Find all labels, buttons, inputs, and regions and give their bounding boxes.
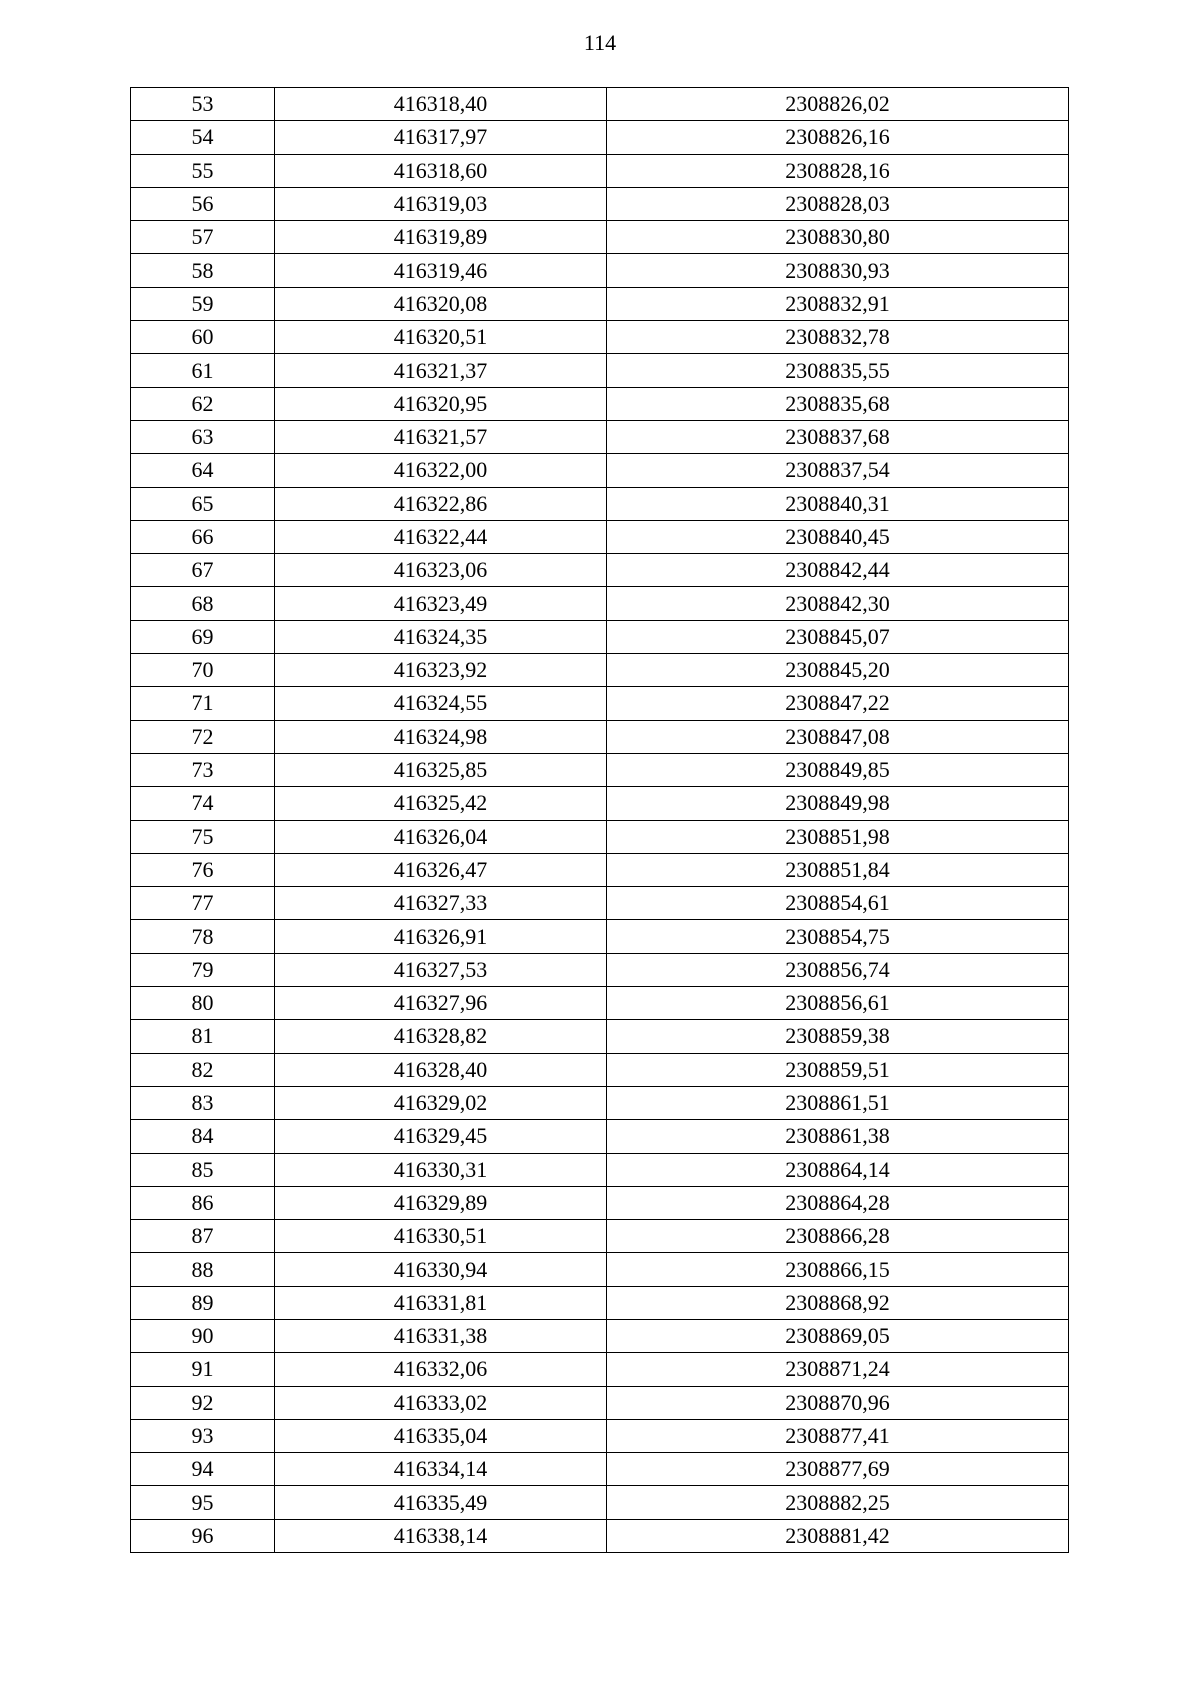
x-coordinate-cell: 416330,94	[275, 1253, 607, 1286]
table-row	[131, 620, 1069, 653]
point-number-cell: 72	[131, 720, 275, 753]
x-coordinate-cell: 416323,06	[275, 554, 607, 587]
point-number-cell: 54	[131, 121, 275, 154]
x-coordinate-cell: 416335,04	[275, 1419, 607, 1452]
x-coordinate-cell: 416319,46	[275, 254, 607, 287]
point-number-cell: 73	[131, 753, 275, 786]
point-number-cell: 94	[131, 1453, 275, 1486]
point-number-cell: 79	[131, 953, 275, 986]
point-number-cell: 83	[131, 1086, 275, 1119]
point-number-cell: 84	[131, 1120, 275, 1153]
table-row	[131, 520, 1069, 553]
table-row	[131, 1486, 1069, 1519]
y-coordinate-cell: 2308828,16	[607, 154, 1069, 187]
table-row	[131, 787, 1069, 820]
x-coordinate-cell: 416327,33	[275, 887, 607, 920]
table-row	[131, 254, 1069, 287]
point-number-cell: 78	[131, 920, 275, 953]
x-coordinate-cell: 416321,57	[275, 420, 607, 453]
y-coordinate-cell: 2308826,16	[607, 121, 1069, 154]
point-number-cell: 58	[131, 254, 275, 287]
y-coordinate-cell: 2308845,07	[607, 620, 1069, 653]
x-coordinate-cell: 416318,60	[275, 154, 607, 187]
y-coordinate-cell: 2308828,03	[607, 187, 1069, 220]
point-number-cell: 70	[131, 654, 275, 687]
table-row	[131, 654, 1069, 687]
y-coordinate-cell: 2308849,98	[607, 787, 1069, 820]
point-number-cell: 88	[131, 1253, 275, 1286]
table-row	[131, 88, 1069, 121]
y-coordinate-cell: 2308859,38	[607, 1020, 1069, 1053]
y-coordinate-cell: 2308854,75	[607, 920, 1069, 953]
table-row	[131, 154, 1069, 187]
y-coordinate-cell: 2308866,28	[607, 1220, 1069, 1253]
table-row	[131, 1253, 1069, 1286]
y-coordinate-cell: 2308871,24	[607, 1353, 1069, 1386]
table-row	[131, 287, 1069, 320]
point-number-cell: 60	[131, 321, 275, 354]
y-coordinate-cell: 2308832,78	[607, 321, 1069, 354]
y-coordinate-cell: 2308877,41	[607, 1419, 1069, 1452]
table-row	[131, 1186, 1069, 1219]
y-coordinate-cell: 2308847,08	[607, 720, 1069, 753]
point-number-cell: 67	[131, 554, 275, 587]
x-coordinate-cell: 416326,91	[275, 920, 607, 953]
point-number-cell: 82	[131, 1053, 275, 1086]
y-coordinate-cell: 2308826,02	[607, 88, 1069, 121]
point-number-cell: 87	[131, 1220, 275, 1253]
y-coordinate-cell: 2308881,42	[607, 1519, 1069, 1552]
table-row	[131, 920, 1069, 953]
table-row	[131, 187, 1069, 220]
x-coordinate-cell: 416325,42	[275, 787, 607, 820]
point-number-cell: 91	[131, 1353, 275, 1386]
coordinates-table-body	[131, 88, 1069, 1553]
coordinates-table	[130, 87, 1069, 1553]
y-coordinate-cell: 2308835,55	[607, 354, 1069, 387]
x-coordinate-cell: 416322,86	[275, 487, 607, 520]
x-coordinate-cell: 416331,38	[275, 1319, 607, 1352]
point-number-cell: 92	[131, 1386, 275, 1419]
table-row	[131, 387, 1069, 420]
y-coordinate-cell: 2308856,61	[607, 987, 1069, 1020]
table-row	[131, 321, 1069, 354]
point-number-cell: 81	[131, 1020, 275, 1053]
table-row	[131, 1319, 1069, 1352]
x-coordinate-cell: 416326,47	[275, 853, 607, 886]
x-coordinate-cell: 416323,92	[275, 654, 607, 687]
table-row	[131, 687, 1069, 720]
y-coordinate-cell: 2308864,28	[607, 1186, 1069, 1219]
table-row	[131, 1120, 1069, 1153]
x-coordinate-cell: 416320,51	[275, 321, 607, 354]
point-number-cell: 61	[131, 354, 275, 387]
table-row	[131, 554, 1069, 587]
x-coordinate-cell: 416330,51	[275, 1220, 607, 1253]
y-coordinate-cell: 2308882,25	[607, 1486, 1069, 1519]
x-coordinate-cell: 416327,96	[275, 987, 607, 1020]
table-row	[131, 1519, 1069, 1552]
x-coordinate-cell: 416325,85	[275, 753, 607, 786]
y-coordinate-cell: 2308877,69	[607, 1453, 1069, 1486]
table-row	[131, 1020, 1069, 1053]
x-coordinate-cell: 416334,14	[275, 1453, 607, 1486]
y-coordinate-cell: 2308861,51	[607, 1086, 1069, 1119]
table-row	[131, 853, 1069, 886]
x-coordinate-cell: 416320,08	[275, 287, 607, 320]
y-coordinate-cell: 2308859,51	[607, 1053, 1069, 1086]
y-coordinate-cell: 2308849,85	[607, 753, 1069, 786]
point-number-cell: 56	[131, 187, 275, 220]
x-coordinate-cell: 416331,81	[275, 1286, 607, 1319]
y-coordinate-cell: 2308832,91	[607, 287, 1069, 320]
x-coordinate-cell: 416323,49	[275, 587, 607, 620]
x-coordinate-cell: 416321,37	[275, 354, 607, 387]
y-coordinate-cell: 2308869,05	[607, 1319, 1069, 1352]
table-row	[131, 221, 1069, 254]
table-row	[131, 887, 1069, 920]
point-number-cell: 80	[131, 987, 275, 1020]
x-coordinate-cell: 416329,89	[275, 1186, 607, 1219]
point-number-cell: 76	[131, 853, 275, 886]
x-coordinate-cell: 416329,45	[275, 1120, 607, 1153]
point-number-cell: 66	[131, 520, 275, 553]
point-number-cell: 69	[131, 620, 275, 653]
point-number-cell: 89	[131, 1286, 275, 1319]
table-row	[131, 720, 1069, 753]
y-coordinate-cell: 2308870,96	[607, 1386, 1069, 1419]
point-number-cell: 93	[131, 1419, 275, 1452]
table-row	[131, 1286, 1069, 1319]
x-coordinate-cell: 416333,02	[275, 1386, 607, 1419]
y-coordinate-cell: 2308854,61	[607, 887, 1069, 920]
y-coordinate-cell: 2308830,93	[607, 254, 1069, 287]
x-coordinate-cell: 416335,49	[275, 1486, 607, 1519]
x-coordinate-cell: 416324,35	[275, 620, 607, 653]
y-coordinate-cell: 2308851,84	[607, 853, 1069, 886]
table-row	[131, 121, 1069, 154]
y-coordinate-cell: 2308842,30	[607, 587, 1069, 620]
point-number-cell: 62	[131, 387, 275, 420]
point-number-cell: 55	[131, 154, 275, 187]
point-number-cell: 68	[131, 587, 275, 620]
y-coordinate-cell: 2308847,22	[607, 687, 1069, 720]
point-number-cell: 77	[131, 887, 275, 920]
y-coordinate-cell: 2308840,31	[607, 487, 1069, 520]
y-coordinate-cell: 2308864,14	[607, 1153, 1069, 1186]
table-row	[131, 1086, 1069, 1119]
point-number-cell: 53	[131, 88, 275, 121]
table-row	[131, 987, 1069, 1020]
table-row	[131, 953, 1069, 986]
y-coordinate-cell: 2308851,98	[607, 820, 1069, 853]
y-coordinate-cell: 2308830,80	[607, 221, 1069, 254]
y-coordinate-cell: 2308842,44	[607, 554, 1069, 587]
x-coordinate-cell: 416332,06	[275, 1353, 607, 1386]
x-coordinate-cell: 416330,31	[275, 1153, 607, 1186]
x-coordinate-cell: 416328,40	[275, 1053, 607, 1086]
x-coordinate-cell: 416320,95	[275, 387, 607, 420]
point-number-cell: 63	[131, 420, 275, 453]
point-number-cell: 64	[131, 454, 275, 487]
table-row	[131, 1453, 1069, 1486]
table-row	[131, 1353, 1069, 1386]
x-coordinate-cell: 416324,55	[275, 687, 607, 720]
y-coordinate-cell: 2308837,54	[607, 454, 1069, 487]
y-coordinate-cell: 2308837,68	[607, 420, 1069, 453]
y-coordinate-cell: 2308840,45	[607, 520, 1069, 553]
table-row	[131, 454, 1069, 487]
x-coordinate-cell: 416326,04	[275, 820, 607, 853]
y-coordinate-cell: 2308868,92	[607, 1286, 1069, 1319]
point-number-cell: 59	[131, 287, 275, 320]
x-coordinate-cell: 416317,97	[275, 121, 607, 154]
table-row	[131, 420, 1069, 453]
x-coordinate-cell: 416319,89	[275, 221, 607, 254]
point-number-cell: 95	[131, 1486, 275, 1519]
table-row	[131, 753, 1069, 786]
table-row	[131, 487, 1069, 520]
point-number-cell: 75	[131, 820, 275, 853]
table-row	[131, 1220, 1069, 1253]
x-coordinate-cell: 416327,53	[275, 953, 607, 986]
x-coordinate-cell: 416329,02	[275, 1086, 607, 1119]
table-row	[131, 1419, 1069, 1452]
x-coordinate-cell: 416322,00	[275, 454, 607, 487]
x-coordinate-cell: 416328,82	[275, 1020, 607, 1053]
point-number-cell: 74	[131, 787, 275, 820]
y-coordinate-cell: 2308835,68	[607, 387, 1069, 420]
table-row	[131, 1153, 1069, 1186]
y-coordinate-cell: 2308861,38	[607, 1120, 1069, 1153]
page-number: 114	[583, 30, 617, 55]
table-row	[131, 1386, 1069, 1419]
point-number-cell: 85	[131, 1153, 275, 1186]
table-row	[131, 354, 1069, 387]
x-coordinate-cell: 416338,14	[275, 1519, 607, 1552]
point-number-cell: 57	[131, 221, 275, 254]
table-row	[131, 820, 1069, 853]
y-coordinate-cell: 2308845,20	[607, 654, 1069, 687]
point-number-cell: 90	[131, 1319, 275, 1352]
y-coordinate-cell: 2308866,15	[607, 1253, 1069, 1286]
point-number-cell: 71	[131, 687, 275, 720]
table-row	[131, 1053, 1069, 1086]
table-row	[131, 587, 1069, 620]
x-coordinate-cell: 416319,03	[275, 187, 607, 220]
point-number-cell: 96	[131, 1519, 275, 1552]
x-coordinate-cell: 416324,98	[275, 720, 607, 753]
x-coordinate-cell: 416318,40	[275, 88, 607, 121]
point-number-cell: 86	[131, 1186, 275, 1219]
point-number-cell: 65	[131, 487, 275, 520]
x-coordinate-cell: 416322,44	[275, 520, 607, 553]
y-coordinate-cell: 2308856,74	[607, 953, 1069, 986]
